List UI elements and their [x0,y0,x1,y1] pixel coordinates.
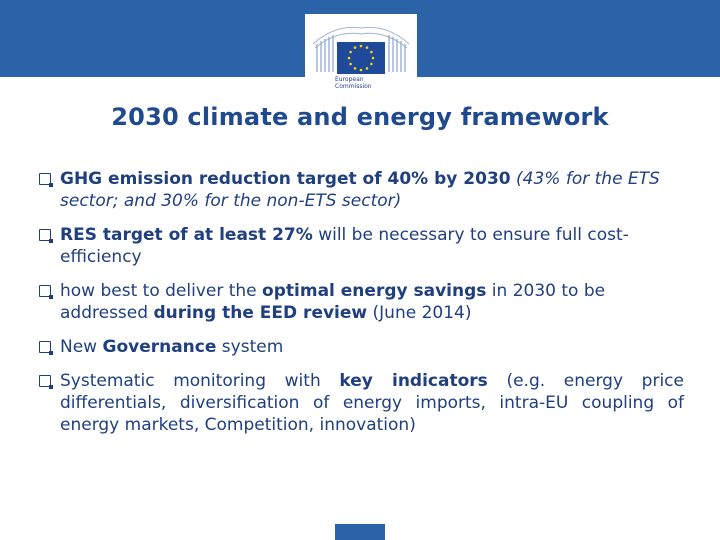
bullet-text-segment: key indicators [339,371,488,391]
bullet-text-segment: (June 2014) [367,303,472,323]
bullet-text-segment: Governance [102,337,217,357]
footer-bar [335,524,385,540]
bullet-text-segment: during the EED review [153,303,368,323]
bullet-text-segment: optimal energy savings [262,281,487,301]
berlaymont-building-icon [305,14,417,76]
bullet-text-segment: system [216,337,284,357]
european-commission-logo [305,14,417,102]
bullet-text-segment: GHG emission reduction target of 40% by 2030 [60,169,511,189]
bullet-text-segment: how best to deliver the [60,281,263,301]
checkbox-bullet-icon [39,229,51,241]
bullet-item [38,370,684,436]
checkbox-bullet-icon [39,285,51,297]
slide-title: 2030 climate and energy framework [111,103,609,131]
bullet-item [38,168,684,212]
bullet-text-segment: in 2030 to be addressed [60,281,606,323]
checkbox-bullet-icon [39,375,51,387]
bullet-text-segment: (e.g. energy price differentials, diversification of energy imports, intra-EU coupling of energy markets, Competition, innovation) [60,371,684,435]
bullet-text-segment: New [60,337,103,357]
bullet-text-segment: RES target of at least 27% [60,225,313,245]
bullet-text-segment: (43% for the ETS sector; and 30% for the non-ETS sector) [60,169,660,211]
checkbox-bullet-icon [39,173,51,185]
bullet-list [38,168,684,448]
checkbox-bullet-icon [39,341,51,353]
bullet-item [38,280,684,324]
bullet-item [38,224,684,268]
bullet-text-segment: will be necessary to ensure full cost-efficiency [60,225,629,267]
bullet-item [38,336,684,358]
logo-text: European Commission [335,76,372,90]
bullet-text-segment: Systematic monitoring with [60,371,340,391]
